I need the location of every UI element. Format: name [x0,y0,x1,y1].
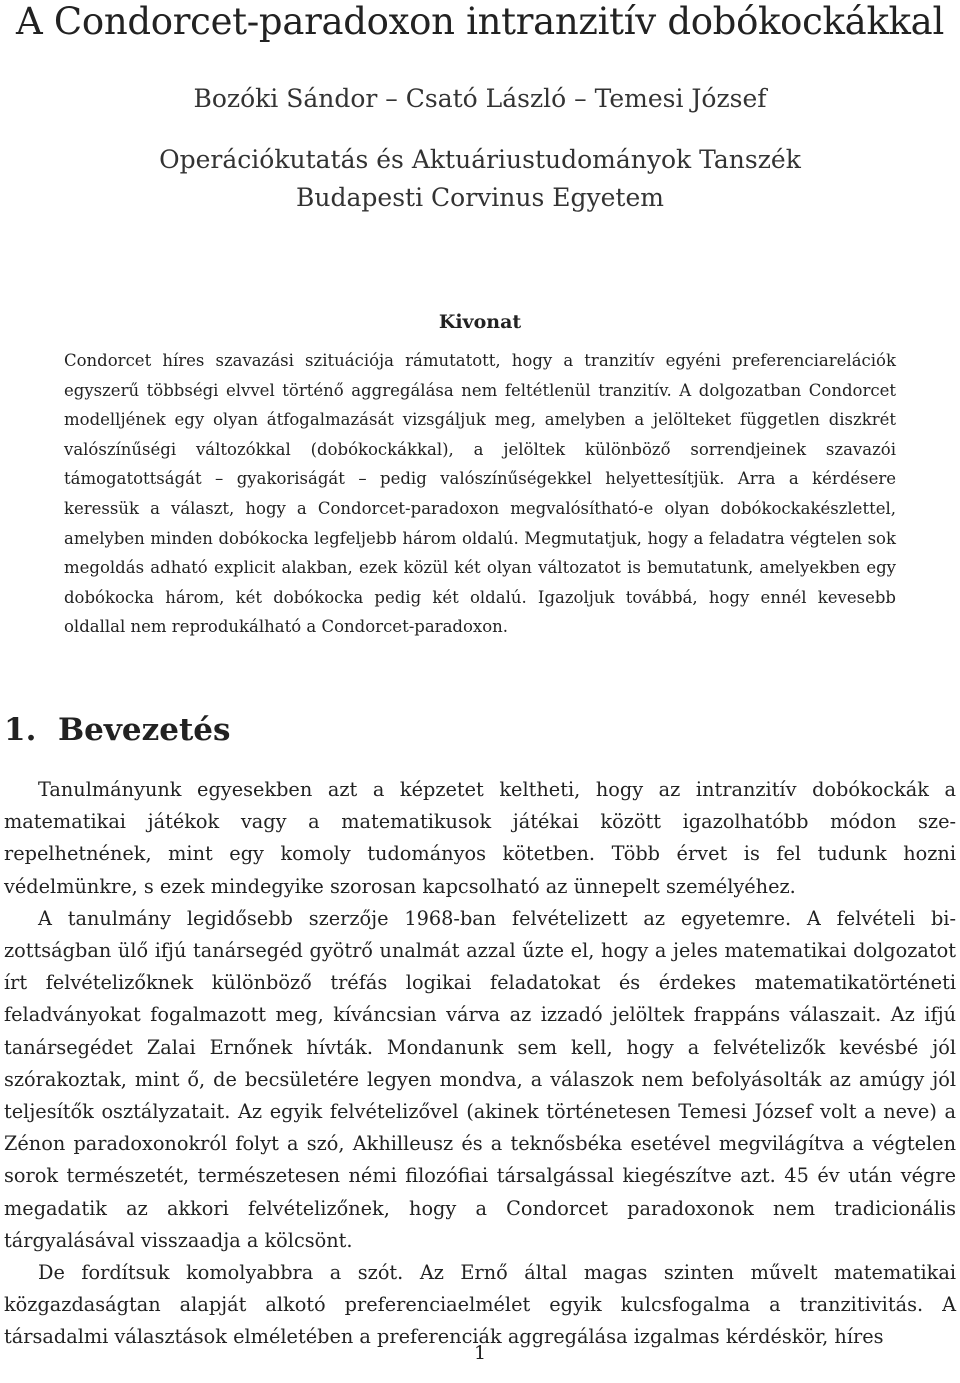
page-number: 1 [473,1342,487,1364]
section-title: Bevezetés [57,712,231,748]
affiliation-department: Operációkutatás és Aktuáriustudományok Tanszék [159,145,801,174]
paragraph: A tanulmány legidősebb szerzője 1968-ban felvételizett az egyetemre. A felvételi bizottságban ülő ifjú tanársegéd gyötrő unalmát azzal űzte el, hogy a jeles matematikai dolgozatot írt felvételizőknek különböző tréfás logikai feladatokat és érdekes matematikatörténeti feladványokat fogalmazott meg, kíváncsian várva az izzadó jelöltek frappáns válaszait. Az ifjú tanársegédet Zalai Ernőnek hívták. Mondanunk sem kell, hogy a felvételizők kevésbé jól szórakoztak, mint ő, de becsületére legyen mondva, a válaszok nem befolyásolták az amúgy jól teljesítők osztályzatait. Az egyik felvételizővel (akinek történetesen Temesi József volt a neve) a Zénon paradoxonokról folyt a szó, Akhilleusz és a teknősbéka esetével megvilágítva a végtelen sorok természetét, természetesen némi filozófiai társalgással kiegészítve azt. 45 év után végre megadatik az akkori felvételizőnek, hogy a Condorcet paradoxonok nem tradicionális tárgyalásával visszaadja a kölcsönt. [4,906,956,1252]
paragraph: Tanulmányunk egyesekben azt a képzetet keltheti, hogy az intranzitív dobókockák a matematikai játékok vagy a matematikusok játékai között igazolhatóbb módon szerepelhetnének, mint egy komoly tudományos kötetben. Több érvet is fel tudunk hozni védelmünkre, s ezek mindegyike szorosan kapcsolható az ünnepelt személyéhez. [4,778,956,898]
paragraph: De fordítsuk komolyabbra a szót. Az Ernő által magas szinten művelt matematikai közgazdaságtan alapját alkotó preferenciaelmélet egyik kulcsfogalma a tranzitivitás. A társadalmi választások elméletében a preferenciák aggregálása izgalmas kérdéskör, híres [4,1261,956,1349]
authors: Bozóki Sándor – Csató László – Temesi József [193,84,767,113]
paper-title: A Condorcet-paradoxon intranzitív dobókockákkal [16,0,944,43]
section-heading [4,706,230,754]
section-body [4,774,956,1354]
abstract-text: Condorcet híres szavazási szituációja rámutatott, hogy a tranzitív egyéni preferenciarelációk egyszerű többségi elvvel történő aggregálása nem feltétlenül tranzitív. A dolgozatban Condorcet modelljének egy olyan átfogalmazását vizsgáljuk meg, amelyben a jelölteket független diszkrét valószínűségi változókkal (dobókockákkal), a jelöltek különböző sorrendjeinek szavazói támogatottságát – gyakoriságát – pedig valószínűségekkel helyettesítjük. Arra a kérdésere keressük a választ, hogy a Condorcet-paradoxon megvalósítható-e olyan dobókockakészlettel, amelyben minden dobókocka legfeljebb három oldalú. Megmutatjuk, hogy a feladatra végtelen sok megoldás adható explicit alakban, ezek közül két olyan változatot is bemutatunk, amelyekben egy dobókocka három, két dobókocka pedig két oldalú. Igazoljuk továbbá, hogy ennél kevesebb oldallal nem reprodukálható a Condorcet-paradoxon. [64,351,896,637]
abstract-heading: Kivonat [438,311,522,333]
section-number: 1. [4,712,37,748]
affiliation-university: Budapesti Corvinus Egyetem [296,183,664,212]
